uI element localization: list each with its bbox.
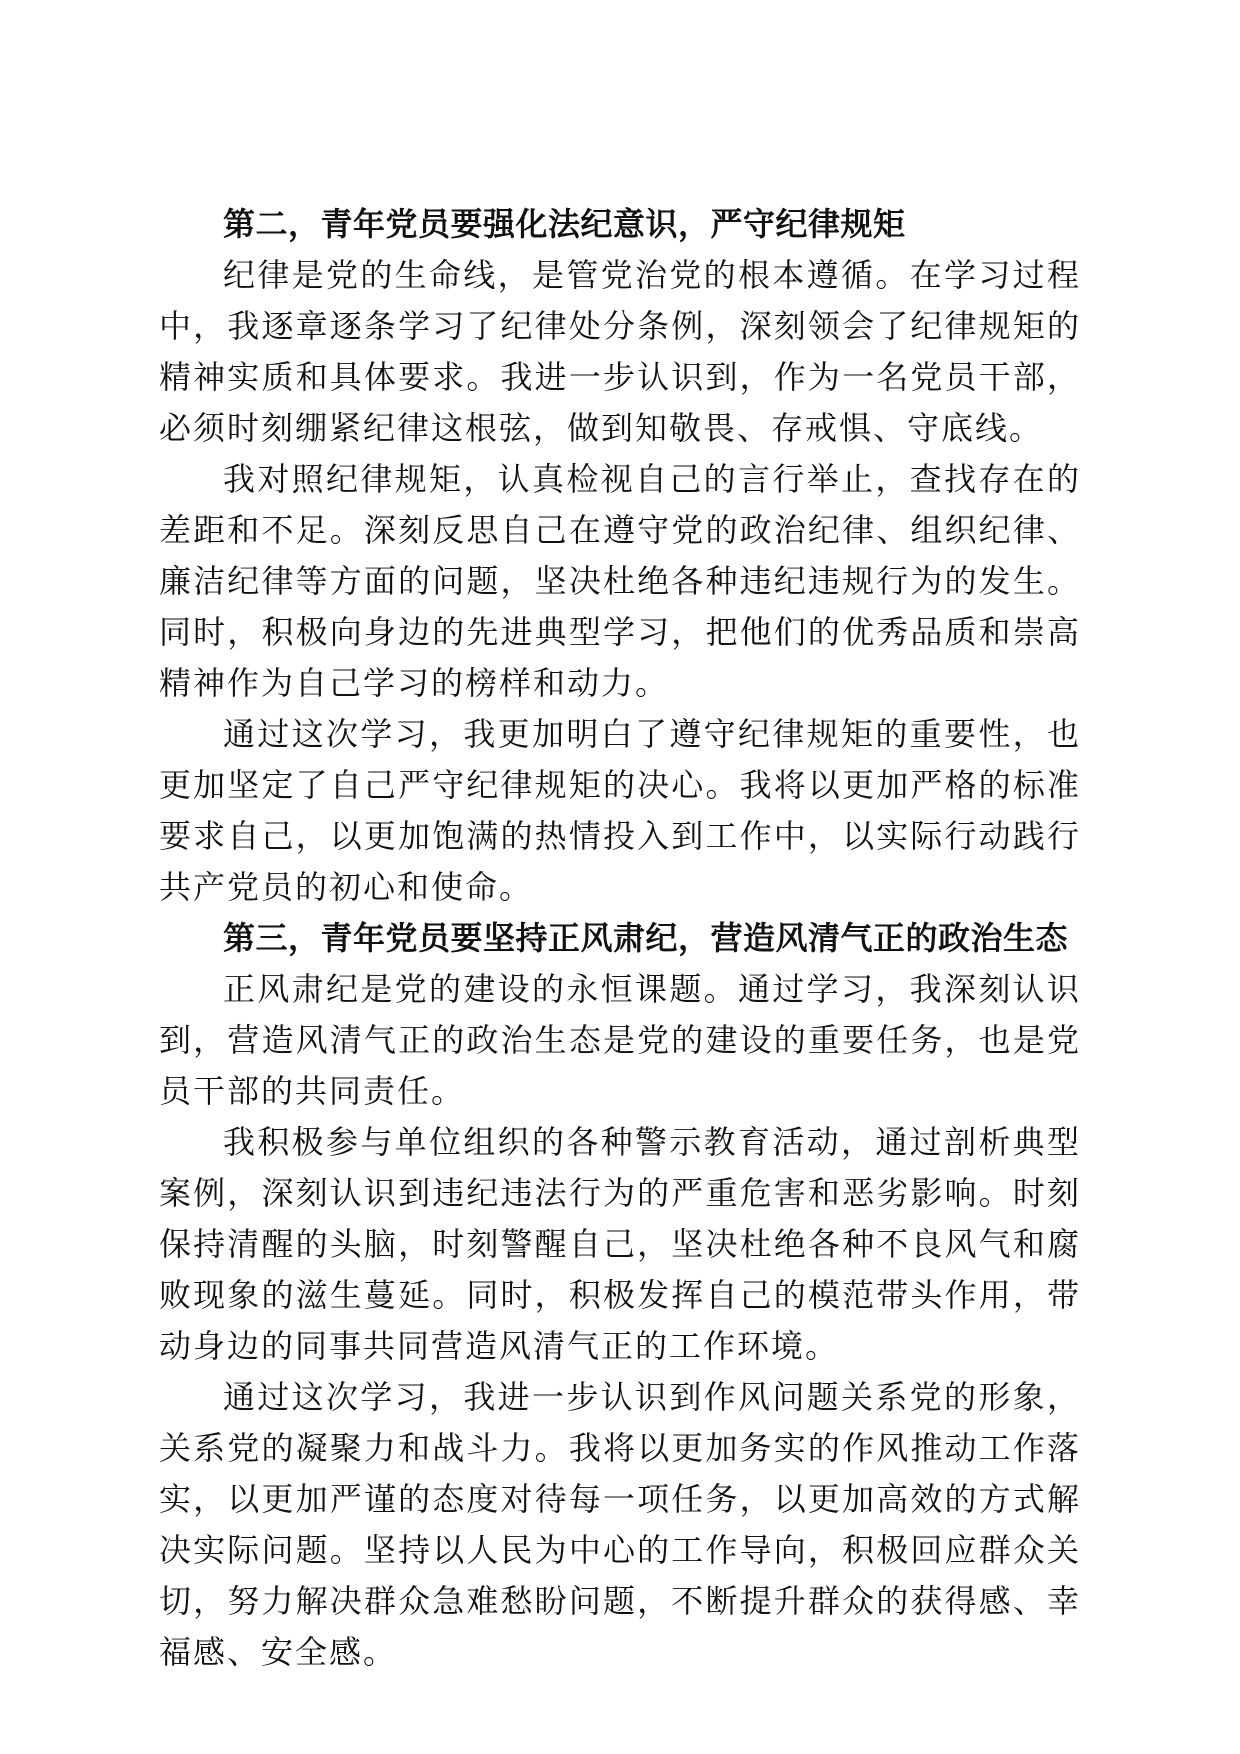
section-heading-2: 第二，青年党员要强化法纪意识，严守纪律规矩: [223, 205, 906, 243]
paragraph: 我积极参与单位组织的各种警示教育活动，通过剖析典型案例，深刻认识到违纪违法行为的严重危害和恶劣影响。时刻保持清醒的头脑，时刻警醒自己，坚决杜绝各种不良风气和腐败现象的滋生蔓延。同时，积极发挥自己的模范带头作用，带动身边的同事共同营造风清气正的工作环境。: [159, 1123, 1081, 1365]
paragraph: 我对照纪律规矩，认真检视自己的言行举止，查找存在的差距和不足。深刻反思自己在遵守党的政治纪律、组织纪律、廉洁纪律等方面的问题，坚决杜绝各种违纪违规行为的发生。同时，积极向身边的先进典型学习，把他们的优秀品质和崇高精神作为自己学习的榜样和动力。: [159, 460, 1081, 702]
paragraph: 通过这次学习，我进一步认识到作风问题关系党的形象，关系党的凝聚力和战斗力。我将以更加务实的作风推动工作落实，以更加严谨的态度对待每一项任务，以更加高效的方式解决实际问题。坚持以人民为中心的工作导向，积极回应群众关切，努力解决群众急难愁盼问题，不断提升群众的获得感、幸福感、安全感。: [159, 1378, 1081, 1671]
paragraph: 正风肃纪是党的建设的永恒课题。通过学习，我深刻认识到，营造风清气正的政治生态是党的建设的重要任务，也是党员干部的共同责任。: [159, 970, 1081, 1110]
document-page: [159, 199, 1081, 1678]
paragraph: 通过这次学习，我更加明白了遵守纪律规矩的重要性，也更加坚定了自己严守纪律规矩的决心。我将以更加严格的标准要求自己，以更加饱满的热情投入到工作中，以实际行动践行共产党员的初心和使命。: [159, 715, 1081, 906]
section-heading-3: 第三，青年党员要坚持正风肃纪，营造风清气正的政治生态: [223, 919, 1069, 957]
paragraph: 纪律是党的生命线，是管党治党的根本遵循。在学习过程中，我逐章逐条学习了纪律处分条例，深刻领会了纪律规矩的精神实质和具体要求。我进一步认识到，作为一名党员干部，必须时刻绷紧纪律这根弦，做到知敬畏、存戒惧、守底线。: [159, 256, 1081, 447]
